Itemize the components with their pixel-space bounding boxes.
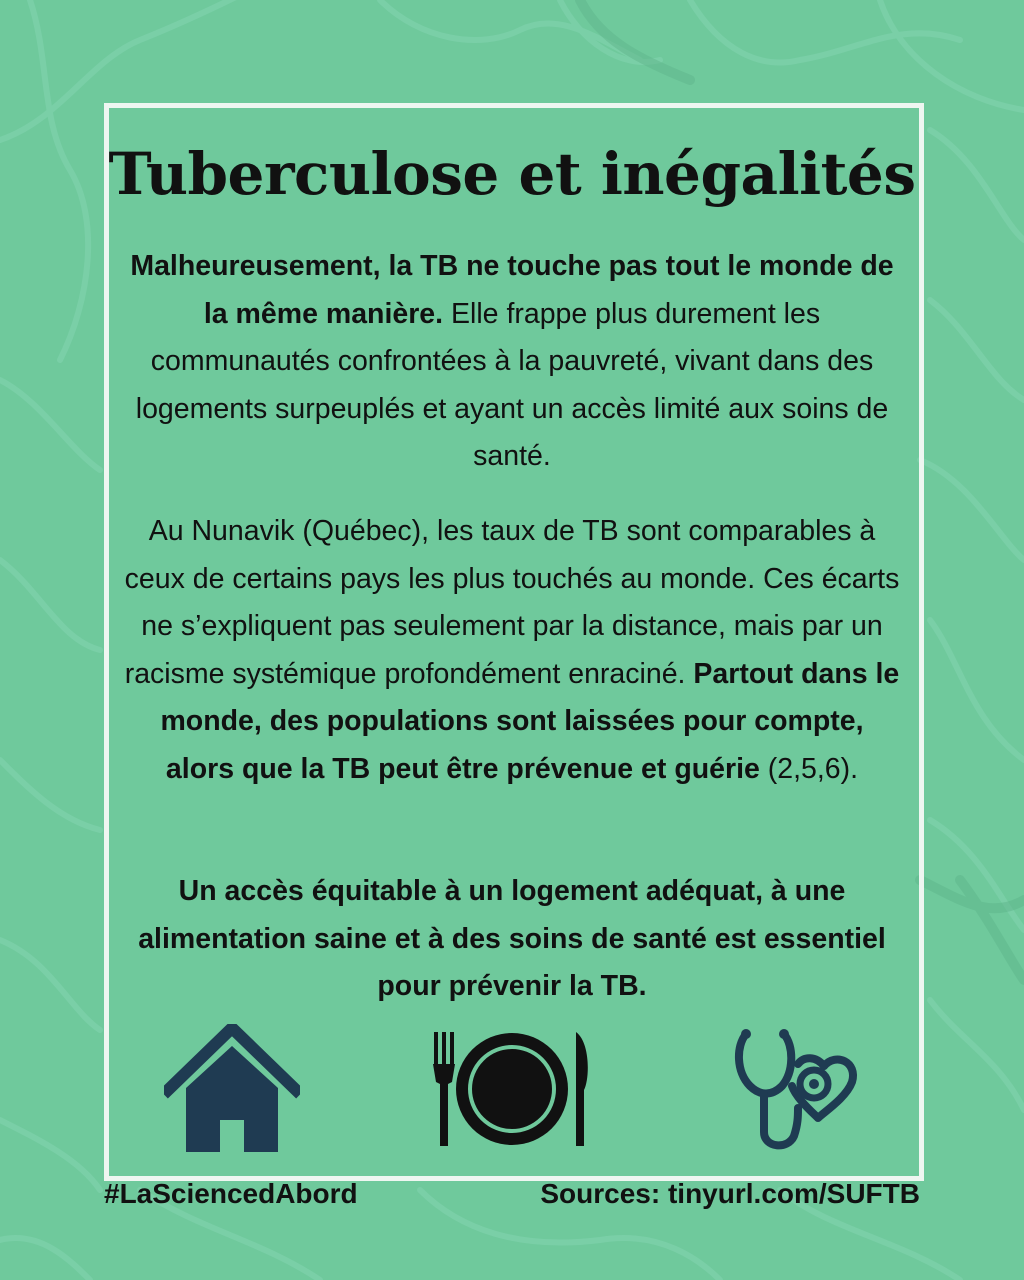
paragraph-nunavik-refs: (2,5,6). <box>759 752 859 785</box>
paragraph-inequality <box>124 243 900 481</box>
paragraph-nunavik <box>124 508 900 793</box>
paragraph-nunavik-text: Au Nunavik (Québec), les taux de TB sont comparables à ceux de certains pays les plus touchés au monde. Ces écarts ne s’expliquent pas seulement par la distance, mais par un racisme systémique profondément enraciné. <box>124 515 900 690</box>
paragraph-equitable-access <box>124 868 900 1011</box>
stethoscope-heart-icon <box>732 1026 864 1156</box>
page-title: Tuberculose et inégalités <box>108 140 916 208</box>
paragraph-nunavik-bold: Partout dans le monde, des populations sont laissées pour compte, alors que la TB peut être prévenue et guérie <box>160 657 900 785</box>
paragraph-equitable-access-bold: Un accès équitable à un logement adéquat, à une alimentation saine et à des soins de santé est essentiel pour prévenir la TB. <box>138 875 886 1002</box>
house-icon <box>164 1024 300 1154</box>
hashtag: #LaSciencedAbord <box>104 1178 358 1209</box>
sources-link[interactable]: Sources: tinyurl.com/SUFTB <box>540 1178 920 1209</box>
plate-cutlery-icon <box>430 1028 594 1150</box>
paragraph-inequality-text: Elle frappe plus durement les communautés confrontées à la pauvreté, vivant dans des logements surpeuplés et ayant un accès limité aux soins de santé. <box>135 297 889 472</box>
paragraph-inequality-bold: Malheureusement, la TB ne touche pas tout le monde de la même manière. <box>130 250 894 330</box>
